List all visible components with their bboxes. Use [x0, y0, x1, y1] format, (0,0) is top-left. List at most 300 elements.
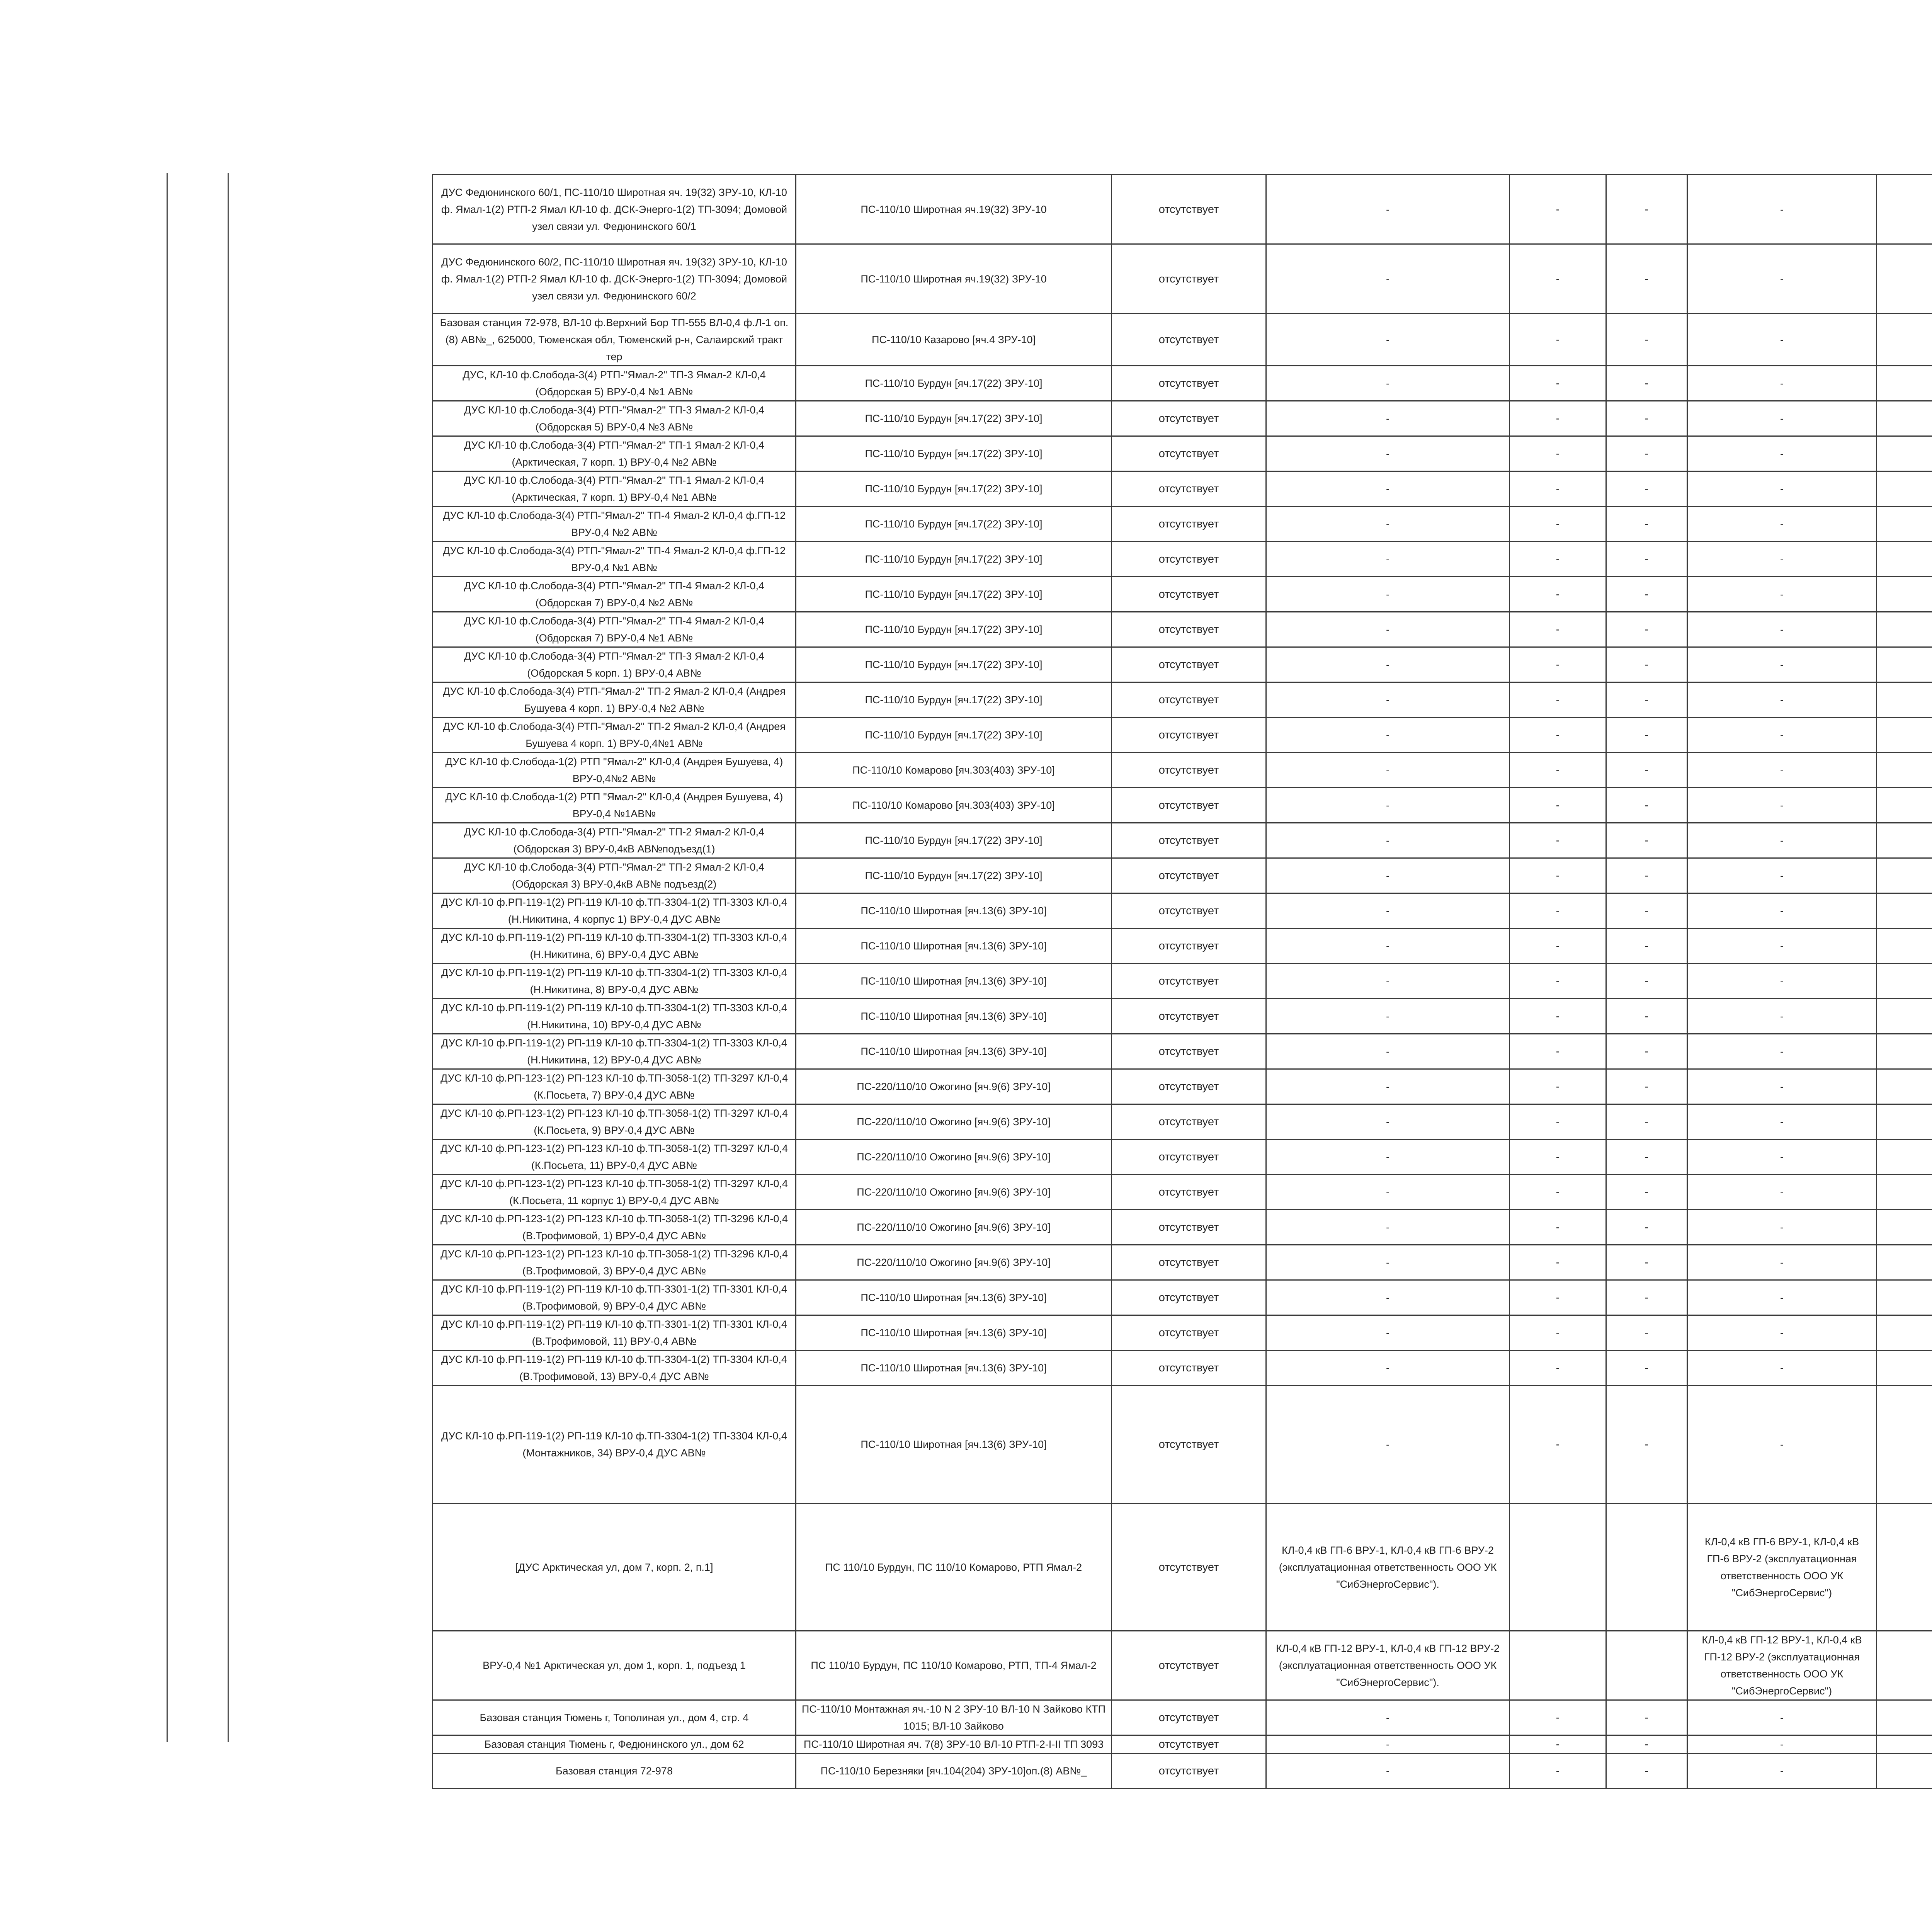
object-cell: ДУС КЛ-10 ф.Слобода-3(4) РТП-"Ямал-2" ТП-4 Ямал-2 КЛ-0,4 ф.ГП-12 ВРУ-0,4 №2 АВ№	[433, 507, 796, 542]
value-cell	[1877, 647, 1932, 682]
value-cell	[1877, 1351, 1932, 1386]
note-cell: -	[1687, 823, 1877, 858]
status-cell: отсутствует	[1112, 682, 1266, 718]
note-cell: -	[1687, 244, 1877, 314]
note-cell: -	[1687, 718, 1877, 753]
note-cell: -	[1687, 753, 1877, 788]
object-cell: ДУС КЛ-10 ф.РП-119-1(2) РП-119 КЛ-10 ф.ТП-3301-1(2) ТП-3301 КЛ-0,4 (В.Трофимовой, 9) ВРУ-0,4 ДУС АВ№	[433, 1280, 796, 1315]
table-row	[433, 366, 1932, 401]
object-cell: ДУС КЛ-10 ф.Слобода-1(2) РТП "Ямал-2" КЛ-0,4 (Андрея Бушуева, 4) ВРУ-0,4 №1АВ№	[433, 788, 796, 823]
object-cell: ДУС КЛ-10 ф.Слобода-3(4) РТП-"Ямал-2" ТП-3 Ямал-2 КЛ-0,4 (Обдорская 5 корп. 1) ВРУ-0,4 АВ№	[433, 647, 796, 682]
note-cell: -	[1266, 788, 1510, 823]
value-cell	[1877, 893, 1932, 929]
note-cell: -	[1687, 788, 1877, 823]
note-cell: -	[1266, 823, 1510, 858]
note-cell: -	[1687, 999, 1877, 1034]
note-cell: -	[1266, 507, 1510, 542]
value-cell: -	[1510, 1104, 1606, 1140]
value-cell: -	[1510, 436, 1606, 471]
value-cell	[1877, 1631, 1932, 1700]
object-cell: ДУС КЛ-10 ф.Слобода-3(4) РТП-"Ямал-2" ТП-4 Ямал-2 КЛ-0,4 (Обдорская 7) ВРУ-0,4 №1 АВ№	[433, 612, 796, 647]
status-cell: отсутствует	[1112, 1280, 1266, 1315]
note-cell: -	[1266, 1735, 1510, 1754]
supply-center-cell: ПС-110/10 Широтная [яч.13(6) ЗРУ-10]	[796, 1280, 1112, 1315]
note-cell: -	[1687, 1210, 1877, 1245]
value-cell: -	[1510, 507, 1606, 542]
object-cell: Базовая станция Тюмень г, Федюнинского ул., дом 62	[433, 1735, 796, 1754]
note-cell: -	[1687, 1735, 1877, 1754]
table-row	[433, 1280, 1932, 1315]
object-cell: ДУС КЛ-10 ф.РП-123-1(2) РП-123 КЛ-10 ф.ТП-3058-1(2) ТП-3296 КЛ-0,4 (В.Трофимовой, 3) ВРУ-0,4 ДУС АВ№	[433, 1245, 796, 1280]
table-row	[433, 1140, 1932, 1175]
supply-center-cell: ПС-110/10 Монтажная яч.-10 N 2 ЗРУ-10 ВЛ-10 N Зайково КТП 1015; ВЛ-10 Зайково	[796, 1700, 1112, 1735]
value-cell	[1877, 1735, 1932, 1754]
object-cell: Базовая станция 72-978, ВЛ-10 ф.Верхний Бор ТП-555 ВЛ-0,4 ф.Л-1 оп.(8) АВ№_, 625000, Тюменская обл, Тюменский р-н, Салаирский тракт тер	[433, 314, 796, 366]
value-cell: -	[1606, 682, 1687, 718]
value-cell	[1877, 244, 1932, 314]
value-cell: -	[1606, 929, 1687, 964]
object-cell: Базовая станция Тюмень г, Тополиная ул., дом 4, стр. 4	[433, 1700, 796, 1735]
status-cell: отсутствует	[1112, 858, 1266, 893]
table-row	[433, 999, 1932, 1034]
value-cell	[1877, 175, 1932, 244]
value-cell: -	[1606, 1386, 1687, 1504]
note-cell: -	[1687, 1280, 1877, 1315]
supply-center-cell: ПС-220/110/10 Ожогино [яч.9(6) ЗРУ-10]	[796, 1175, 1112, 1210]
value-cell: -	[1606, 1315, 1687, 1351]
note-cell: -	[1266, 893, 1510, 929]
object-cell: ДУС КЛ-10 ф.РП-119-1(2) РП-119 КЛ-10 ф.ТП-3304-1(2) ТП-3303 КЛ-0,4 (Н.Никитина, 8) ВРУ-0,4 ДУС АВ№	[433, 964, 796, 999]
status-cell: отсутствует	[1112, 1504, 1266, 1631]
value-cell: -	[1606, 1210, 1687, 1245]
supply-center-cell: ПС-110/10 Бурдун [яч.17(22) ЗРУ-10]	[796, 718, 1112, 753]
supply-center-cell: ПС-110/10 Бурдун [яч.17(22) ЗРУ-10]	[796, 647, 1112, 682]
value-cell: -	[1510, 366, 1606, 401]
note-cell: -	[1687, 1069, 1877, 1104]
supply-center-cell: ПС-110/10 Широтная [яч.13(6) ЗРУ-10]	[796, 1034, 1112, 1069]
value-cell: -	[1606, 577, 1687, 612]
object-cell: ДУС КЛ-10 ф.Слобода-3(4) РТП-"Ямал-2" ТП-4 Ямал-2 КЛ-0,4 (Обдорская 7) ВРУ-0,4 №2 АВ№	[433, 577, 796, 612]
note-cell: -	[1266, 542, 1510, 577]
table-row	[433, 1245, 1932, 1280]
value-cell: -	[1510, 175, 1606, 244]
value-cell: -	[1606, 999, 1687, 1034]
supply-center-cell: ПС-110/10 Широтная яч.19(32) ЗРУ-10	[796, 244, 1112, 314]
value-cell	[1877, 577, 1932, 612]
object-cell: ДУС КЛ-10 ф.РП-123-1(2) РП-123 КЛ-10 ф.ТП-3058-1(2) ТП-3297 КЛ-0,4 (К.Посьета, 11) ВРУ-0,4 ДУС АВ№	[433, 1140, 796, 1175]
table-row	[433, 1504, 1932, 1631]
supply-center-cell: ПС-110/10 Широтная [яч.13(6) ЗРУ-10]	[796, 1386, 1112, 1504]
status-cell: отсутствует	[1112, 1735, 1266, 1754]
value-cell: -	[1606, 647, 1687, 682]
value-cell: -	[1510, 893, 1606, 929]
note-cell: -	[1687, 1140, 1877, 1175]
note-cell: -	[1687, 893, 1877, 929]
supply-center-cell: ПС-110/10 Березняки [яч.104(204) ЗРУ-10]оп.(8) АВ№_	[796, 1754, 1112, 1789]
object-cell: ДУС КЛ-10 ф.Слобода-3(4) РТП-"Ямал-2" ТП-4 Ямал-2 КЛ-0,4 ф.ГП-12 ВРУ-0,4 №1 АВ№	[433, 542, 796, 577]
note-cell: -	[1266, 1351, 1510, 1386]
note-cell: -	[1266, 682, 1510, 718]
object-cell: [ДУС Арктическая ул, дом 7, корп. 2, п.1]	[433, 1504, 796, 1631]
value-cell: -	[1606, 1280, 1687, 1315]
status-cell: отсутствует	[1112, 823, 1266, 858]
table-row	[433, 1700, 1932, 1735]
table-row	[433, 1210, 1932, 1245]
table-row	[433, 1631, 1932, 1700]
status-cell: отсутствует	[1112, 1245, 1266, 1280]
status-cell: отсутствует	[1112, 788, 1266, 823]
object-cell: ДУС КЛ-10 ф.Слобода-3(4) РТП-"Ямал-2" ТП-2 Ямал-2 КЛ-0,4 (Андрея Бушуева 4 корп. 1) ВРУ-0,4№1 АВ№	[433, 718, 796, 753]
value-cell	[1877, 1210, 1932, 1245]
status-cell: отсутствует	[1112, 1210, 1266, 1245]
value-cell: -	[1606, 175, 1687, 244]
object-cell: ДУС Федюнинского 60/2, ПС-110/10 Широтная яч. 19(32) ЗРУ-10, КЛ-10 ф. Ямал-1(2) РТП-2 Ямал КЛ-10 ф. ДСК-Энерго-1(2) ТП-3094; Домовой узел связи ул. Федюнинского 60/2	[433, 244, 796, 314]
note-cell: -	[1266, 1175, 1510, 1210]
object-cell: ДУС КЛ-10 ф.РП-123-1(2) РП-123 КЛ-10 ф.ТП-3058-1(2) ТП-3297 КЛ-0,4 (К.Посьета, 7) ВРУ-0,4 ДУС АВ№	[433, 1069, 796, 1104]
status-cell: отсутствует	[1112, 244, 1266, 314]
supply-center-cell: ПС-110/10 Бурдун [яч.17(22) ЗРУ-10]	[796, 436, 1112, 471]
note-cell: -	[1266, 436, 1510, 471]
table-row	[433, 577, 1932, 612]
value-cell: -	[1510, 1069, 1606, 1104]
status-cell: отсутствует	[1112, 1315, 1266, 1351]
table-row	[433, 542, 1932, 577]
status-cell: отсутствует	[1112, 577, 1266, 612]
table-row	[433, 1351, 1932, 1386]
note-cell: -	[1687, 366, 1877, 401]
status-cell: отсутствует	[1112, 471, 1266, 507]
note-cell: -	[1687, 314, 1877, 366]
supply-center-cell: ПС-110/10 Бурдун [яч.17(22) ЗРУ-10]	[796, 507, 1112, 542]
object-cell: ДУС КЛ-10 ф.Слобода-3(4) РТП-"Ямал-2" ТП-1 Ямал-2 КЛ-0,4 (Арктическая, 7 корп. 1) ВРУ-0,4 №2 АВ№	[433, 436, 796, 471]
value-cell	[1877, 1104, 1932, 1140]
table-row	[433, 1069, 1932, 1104]
note-cell: -	[1687, 964, 1877, 999]
value-cell: -	[1606, 1700, 1687, 1735]
note-cell: -	[1266, 471, 1510, 507]
note-cell: -	[1266, 1104, 1510, 1140]
status-cell: отсутствует	[1112, 612, 1266, 647]
value-cell: -	[1510, 1245, 1606, 1280]
note-cell: -	[1687, 577, 1877, 612]
value-cell	[1877, 1700, 1932, 1735]
object-cell: ДУС КЛ-10 ф.РП-123-1(2) РП-123 КЛ-10 ф.ТП-3058-1(2) ТП-3297 КЛ-0,4 (К.Посьета, 11 корпус 1) ВРУ-0,4 ДУС АВ№	[433, 1175, 796, 1210]
value-cell: -	[1510, 401, 1606, 436]
object-cell: ДУС КЛ-10 ф.РП-119-1(2) РП-119 КЛ-10 ф.ТП-3304-1(2) ТП-3303 КЛ-0,4 (Н.Никитина, 4 корпус 1) ВРУ-0,4 ДУС АВ№	[433, 893, 796, 929]
table-row	[433, 244, 1932, 314]
value-cell: -	[1510, 1034, 1606, 1069]
value-cell	[1877, 1504, 1932, 1631]
note-cell: -	[1687, 612, 1877, 647]
status-cell: отсутствует	[1112, 1700, 1266, 1735]
supply-center-cell: ПС 110/10 Бурдун, ПС 110/10 Комарово, РТП Ямал-2	[796, 1504, 1112, 1631]
status-cell: отсутствует	[1112, 1631, 1266, 1700]
note-cell: -	[1687, 929, 1877, 964]
note-cell: -	[1266, 999, 1510, 1034]
value-cell: -	[1510, 542, 1606, 577]
status-cell: отсутствует	[1112, 647, 1266, 682]
margin-line-right	[228, 173, 229, 1742]
table-row	[433, 858, 1932, 893]
value-cell	[1877, 507, 1932, 542]
status-cell: отсутствует	[1112, 401, 1266, 436]
supply-center-cell: ПС-220/110/10 Ожогино [яч.9(6) ЗРУ-10]	[796, 1140, 1112, 1175]
value-cell: -	[1606, 1175, 1687, 1210]
status-cell: отсутствует	[1112, 929, 1266, 964]
table-row	[433, 929, 1932, 964]
supply-center-cell: ПС-220/110/10 Ожогино [яч.9(6) ЗРУ-10]	[796, 1210, 1112, 1245]
status-cell: отсутствует	[1112, 1140, 1266, 1175]
status-cell: отсутствует	[1112, 1175, 1266, 1210]
value-cell	[1877, 753, 1932, 788]
note-cell: -	[1687, 1700, 1877, 1735]
value-cell: -	[1606, 401, 1687, 436]
status-cell: отсутствует	[1112, 175, 1266, 244]
status-cell: отсутствует	[1112, 1104, 1266, 1140]
table-row	[433, 964, 1932, 999]
value-cell: -	[1510, 929, 1606, 964]
table-row	[433, 507, 1932, 542]
note-cell: -	[1266, 1069, 1510, 1104]
note-cell: -	[1687, 1754, 1877, 1789]
object-cell: ДУС КЛ-10 ф.РП-119-1(2) РП-119 КЛ-10 ф.ТП-3304-1(2) ТП-3303 КЛ-0,4 (Н.Никитина, 6) ВРУ-0,4 ДУС АВ№	[433, 929, 796, 964]
value-cell	[1877, 1034, 1932, 1069]
value-cell	[1877, 542, 1932, 577]
value-cell	[1877, 401, 1932, 436]
value-cell: -	[1606, 1104, 1687, 1140]
value-cell: -	[1606, 507, 1687, 542]
note-cell: -	[1687, 401, 1877, 436]
status-cell: отсутствует	[1112, 1351, 1266, 1386]
object-cell: ДУС КЛ-10 ф.Слобода-3(4) РТП-"Ямал-2" ТП-2 Ямал-2 КЛ-0,4 (Обдорская 3) ВРУ-0,4кВ АВ№подъезд(1)	[433, 823, 796, 858]
note-cell: -	[1687, 1315, 1877, 1351]
note-cell: -	[1266, 1210, 1510, 1245]
status-cell: отсутствует	[1112, 999, 1266, 1034]
note-cell: -	[1266, 612, 1510, 647]
supply-center-cell: ПС-110/10 Широтная яч. 7(8) ЗРУ-10 ВЛ-10 РТП-2-I-II ТП 3093	[796, 1735, 1112, 1754]
note-cell: -	[1266, 314, 1510, 366]
note-cell: -	[1266, 175, 1510, 244]
value-cell: -	[1510, 314, 1606, 366]
supply-center-cell: ПС-110/10 Широтная [яч.13(6) ЗРУ-10]	[796, 964, 1112, 999]
note-cell: -	[1266, 401, 1510, 436]
value-cell	[1877, 929, 1932, 964]
table-row	[433, 612, 1932, 647]
object-cell: ДУС Федюнинского 60/1, ПС-110/10 Широтная яч. 19(32) ЗРУ-10, КЛ-10 ф. Ямал-1(2) РТП-2 Ямал КЛ-10 ф. ДСК-Энерго-1(2) ТП-3094; Домовой узел связи ул. Федюнинского 60/1	[433, 175, 796, 244]
value-cell: -	[1510, 788, 1606, 823]
object-cell: ДУС КЛ-10 ф.Слобода-3(4) РТП-"Ямал-2" ТП-1 Ямал-2 КЛ-0,4 (Арктическая, 7 корп. 1) ВРУ-0,4 №1 АВ№	[433, 471, 796, 507]
object-cell: ДУС КЛ-10 ф.РП-119-1(2) РП-119 КЛ-10 ф.ТП-3301-1(2) ТП-3301 КЛ-0,4 (В.Трофимовой, 11) ВРУ-0,4 АВ№	[433, 1315, 796, 1351]
value-cell	[1877, 1315, 1932, 1351]
note-cell: -	[1687, 471, 1877, 507]
supply-center-cell: ПС-110/10 Бурдун [яч.17(22) ЗРУ-10]	[796, 823, 1112, 858]
value-cell	[1877, 1175, 1932, 1210]
value-cell: -	[1606, 964, 1687, 999]
value-cell	[1877, 1386, 1932, 1504]
value-cell: -	[1510, 964, 1606, 999]
supply-center-cell: ПС-220/110/10 Ожогино [яч.9(6) ЗРУ-10]	[796, 1245, 1112, 1280]
table-row	[433, 471, 1932, 507]
object-cell: ДУС КЛ-10 ф.РП-123-1(2) РП-123 КЛ-10 ф.ТП-3058-1(2) ТП-3296 КЛ-0,4 (В.Трофимовой, 1) ВРУ-0,4 ДУС АВ№	[433, 1210, 796, 1245]
note-cell: -	[1266, 577, 1510, 612]
note-cell: -	[1687, 1386, 1877, 1504]
value-cell: -	[1606, 893, 1687, 929]
value-cell	[1877, 1140, 1932, 1175]
value-cell	[1877, 718, 1932, 753]
value-cell: -	[1510, 612, 1606, 647]
value-cell: -	[1510, 718, 1606, 753]
status-cell: отсутствует	[1112, 436, 1266, 471]
table-row	[433, 436, 1932, 471]
value-cell: -	[1510, 647, 1606, 682]
value-cell: -	[1510, 999, 1606, 1034]
note-cell: -	[1687, 682, 1877, 718]
value-cell	[1877, 1754, 1932, 1789]
note-cell: КЛ-0,4 кВ ГП-6 ВРУ-1, КЛ-0,4 кВ ГП-6 ВРУ-2 (эксплуатационная ответственность ООО УК "СибЭнергоСервис")	[1687, 1504, 1877, 1631]
supply-center-cell: ПС-220/110/10 Ожогино [яч.9(6) ЗРУ-10]	[796, 1104, 1112, 1140]
object-cell: ДУС КЛ-10 ф.РП-119-1(2) РП-119 КЛ-10 ф.ТП-3304-1(2) ТП-3304 КЛ-0,4 (Монтажников, 34) ВРУ-0,4 ДУС АВ№	[433, 1386, 796, 1504]
table-row	[433, 1754, 1932, 1789]
supply-center-cell: ПС-110/10 Бурдун [яч.17(22) ЗРУ-10]	[796, 577, 1112, 612]
value-cell	[1877, 823, 1932, 858]
value-cell: -	[1510, 1315, 1606, 1351]
status-cell: отсутствует	[1112, 718, 1266, 753]
note-cell: -	[1266, 1034, 1510, 1069]
object-cell: ДУС, КЛ-10 ф.Слобода-3(4) РТП-"Ямал-2" ТП-3 Ямал-2 КЛ-0,4 (Обдорская 5) ВРУ-0,4 №1 АВ№	[433, 366, 796, 401]
note-cell: КЛ-0,4 кВ ГП-6 ВРУ-1, КЛ-0,4 кВ ГП-6 ВРУ-2 (эксплуатационная ответственность ООО УК "СибЭнергоСервис").	[1266, 1504, 1510, 1631]
status-cell: отсутствует	[1112, 893, 1266, 929]
value-cell: -	[1606, 823, 1687, 858]
table-body	[433, 175, 1932, 1789]
value-cell: -	[1510, 1700, 1606, 1735]
supply-center-cell: ПС-110/10 Широтная [яч.13(6) ЗРУ-10]	[796, 999, 1112, 1034]
supply-center-cell: ПС-110/10 Бурдун [яч.17(22) ЗРУ-10]	[796, 858, 1112, 893]
value-cell: -	[1510, 1735, 1606, 1754]
note-cell: -	[1266, 929, 1510, 964]
value-cell: -	[1510, 244, 1606, 314]
value-cell: -	[1510, 1351, 1606, 1386]
table-row	[433, 788, 1932, 823]
value-cell	[1877, 999, 1932, 1034]
supply-center-cell: ПС-110/10 Бурдун [яч.17(22) ЗРУ-10]	[796, 366, 1112, 401]
object-cell: Базовая станция 72-978	[433, 1754, 796, 1789]
supply-center-cell: ПС-110/10 Бурдун [яч.17(22) ЗРУ-10]	[796, 612, 1112, 647]
note-cell: КЛ-0,4 кВ ГП-12 ВРУ-1, КЛ-0,4 кВ ГП-12 ВРУ-2 (эксплуатационная ответственность ООО УК "СибЭнергоСервис").	[1266, 1631, 1510, 1700]
status-cell: отсутствует	[1112, 1069, 1266, 1104]
value-cell	[1877, 1280, 1932, 1315]
note-cell: -	[1266, 244, 1510, 314]
value-cell	[1877, 788, 1932, 823]
note-cell: -	[1266, 1315, 1510, 1351]
status-cell: отсутствует	[1112, 366, 1266, 401]
value-cell	[1877, 436, 1932, 471]
note-cell: -	[1687, 1351, 1877, 1386]
table-row	[433, 1315, 1932, 1351]
object-cell: ДУС КЛ-10 ф.Слобода-3(4) РТП-"Ямал-2" ТП-2 Ямал-2 КЛ-0,4 (Андрея Бушуева 4 корп. 1) ВРУ-0,4 №2 АВ№	[433, 682, 796, 718]
table-row	[433, 753, 1932, 788]
table-row	[433, 314, 1932, 366]
table-row	[433, 718, 1932, 753]
value-cell: -	[1606, 314, 1687, 366]
value-cell	[1510, 1631, 1606, 1700]
value-cell: -	[1606, 436, 1687, 471]
value-cell: -	[1606, 542, 1687, 577]
value-cell	[1877, 1245, 1932, 1280]
status-cell: отсутствует	[1112, 753, 1266, 788]
supply-center-cell: ПС-110/10 Широтная [яч.13(6) ЗРУ-10]	[796, 1315, 1112, 1351]
note-cell: -	[1687, 858, 1877, 893]
value-cell: -	[1606, 1069, 1687, 1104]
value-cell: -	[1606, 1754, 1687, 1789]
value-cell: -	[1510, 753, 1606, 788]
note-cell: -	[1266, 1700, 1510, 1735]
supply-center-cell: ПС-110/10 Бурдун [яч.17(22) ЗРУ-10]	[796, 471, 1112, 507]
note-cell: -	[1266, 1140, 1510, 1175]
note-cell: -	[1266, 858, 1510, 893]
value-cell	[1877, 1069, 1932, 1104]
note-cell: -	[1266, 1245, 1510, 1280]
note-cell: -	[1687, 1034, 1877, 1069]
value-cell: -	[1510, 1210, 1606, 1245]
value-cell: -	[1510, 1175, 1606, 1210]
value-cell: -	[1510, 1280, 1606, 1315]
table-row	[433, 893, 1932, 929]
value-cell: -	[1606, 471, 1687, 507]
note-cell: -	[1687, 436, 1877, 471]
object-cell: ДУС КЛ-10 ф.РП-119-1(2) РП-119 КЛ-10 ф.ТП-3304-1(2) ТП-3303 КЛ-0,4 (Н.Никитина, 12) ВРУ-0,4 ДУС АВ№	[433, 1034, 796, 1069]
note-cell: -	[1687, 507, 1877, 542]
object-cell: ВРУ-0,4 №1 Арктическая ул, дом 1, корп. 1, подъезд 1	[433, 1631, 796, 1700]
note-cell: -	[1266, 1280, 1510, 1315]
supply-center-cell: ПС-110/10 Комарово [яч.303(403) ЗРУ-10]	[796, 753, 1112, 788]
note-cell: -	[1687, 1245, 1877, 1280]
object-cell: ДУС КЛ-10 ф.РП-119-1(2) РП-119 КЛ-10 ф.ТП-3304-1(2) ТП-3303 КЛ-0,4 (Н.Никитина, 10) ВРУ-0,4 ДУС АВ№	[433, 999, 796, 1034]
table-row	[433, 1735, 1932, 1754]
value-cell	[1877, 314, 1932, 366]
object-cell: ДУС КЛ-10 ф.Слобода-3(4) РТП-"Ямал-2" ТП-2 Ямал-2 КЛ-0,4 (Обдорская 3) ВРУ-0,4кВ АВ№ подъезд(2)	[433, 858, 796, 893]
table-row	[433, 1175, 1932, 1210]
note-cell: -	[1687, 1104, 1877, 1140]
supply-center-cell: ПС-220/110/10 Ожогино [яч.9(6) ЗРУ-10]	[796, 1069, 1112, 1104]
table-row	[433, 1386, 1932, 1504]
supply-center-cell: ПС-110/10 Бурдун [яч.17(22) ЗРУ-10]	[796, 682, 1112, 718]
table-row	[433, 823, 1932, 858]
note-cell: -	[1266, 366, 1510, 401]
table-row	[433, 1034, 1932, 1069]
value-cell: -	[1606, 1351, 1687, 1386]
note-cell: -	[1266, 964, 1510, 999]
value-cell: -	[1606, 244, 1687, 314]
value-cell: -	[1606, 788, 1687, 823]
status-cell: отсутствует	[1112, 314, 1266, 366]
note-cell: -	[1266, 647, 1510, 682]
value-cell	[1606, 1631, 1687, 1700]
value-cell	[1877, 366, 1932, 401]
note-cell: КЛ-0,4 кВ ГП-12 ВРУ-1, КЛ-0,4 кВ ГП-12 ВРУ-2 (эксплуатационная ответственность ООО УК "СибЭнергоСервис")	[1687, 1631, 1877, 1700]
note-cell: -	[1687, 1175, 1877, 1210]
value-cell: -	[1606, 1140, 1687, 1175]
object-cell: ДУС КЛ-10 ф.РП-123-1(2) РП-123 КЛ-10 ф.ТП-3058-1(2) ТП-3297 КЛ-0,4 (К.Посьета, 9) ВРУ-0,4 ДУС АВ№	[433, 1104, 796, 1140]
margin-line-left	[167, 173, 168, 1742]
table-row	[433, 647, 1932, 682]
status-cell: отсутствует	[1112, 1386, 1266, 1504]
supply-center-cell: ПС-110/10 Широтная [яч.13(6) ЗРУ-10]	[796, 1351, 1112, 1386]
supply-center-cell: ПС-110/10 Широтная [яч.13(6) ЗРУ-10]	[796, 929, 1112, 964]
value-cell: -	[1510, 823, 1606, 858]
value-cell: -	[1510, 1386, 1606, 1504]
supply-center-cell: ПС-110/10 Казарово [яч.4 ЗРУ-10]	[796, 314, 1112, 366]
value-cell	[1606, 1504, 1687, 1631]
